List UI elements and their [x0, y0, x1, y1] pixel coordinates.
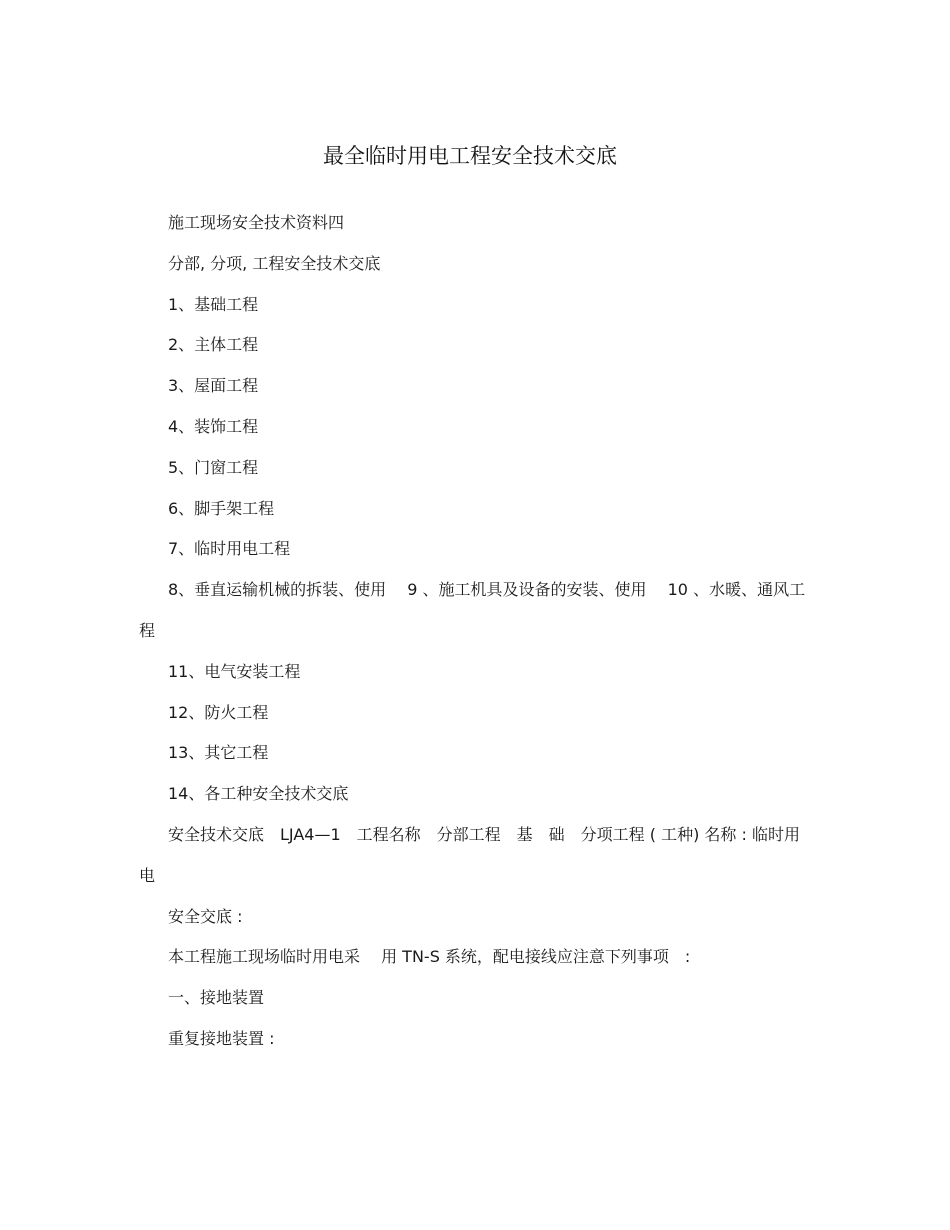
list-item: 4、装饰工程 — [168, 416, 259, 436]
list-item: 2、主体工程 — [168, 335, 259, 355]
paragraph-tns-system: 本工程施工现场临时用电采 用 TN-S 系统，配电接线应注意下列事项 : — [168, 947, 691, 967]
list-item: 8、垂直运输机械的拆装、使用 9 、施工机具及设备的安装、使用 10 、水暖、通风工程 — [139, 580, 806, 640]
list-item: 11、电气安装工程 — [168, 661, 301, 681]
paragraph-section-disclosure: 分部, 分项, 工程安全技术交底 — [168, 253, 381, 273]
paragraph-safety-disclosure-label: 安全交底 : — [168, 906, 243, 926]
list-item: 5、门窗工程 — [168, 457, 259, 477]
paragraph-disclosure-header: 安全技术交底 LJA4—1 工程名称 分部工程 基 础 分项工程 ( 工种) 名称 : 临时用电 — [139, 824, 800, 885]
paragraph-repeat-grounding: 重复接地装置 : — [168, 1028, 275, 1048]
section-heading-grounding: 一、接地装置 — [168, 988, 265, 1008]
document-title: 最全临时用电工程安全技术交底 — [323, 144, 617, 168]
list-item: 14、各工种安全技术交底 — [168, 784, 349, 804]
document-body — [139, 203, 811, 1060]
list-item: 3、屋面工程 — [168, 376, 259, 396]
list-item: 1、基础工程 — [168, 294, 259, 314]
list-item: 7、临时用电工程 — [168, 539, 291, 559]
list-item: 12、防火工程 — [168, 702, 269, 722]
list-item: 6、脚手架工程 — [168, 498, 275, 518]
list-item: 13、其它工程 — [168, 743, 269, 763]
paragraph-site-safety-materials: 施工现场安全技术资料四 — [168, 213, 345, 232]
